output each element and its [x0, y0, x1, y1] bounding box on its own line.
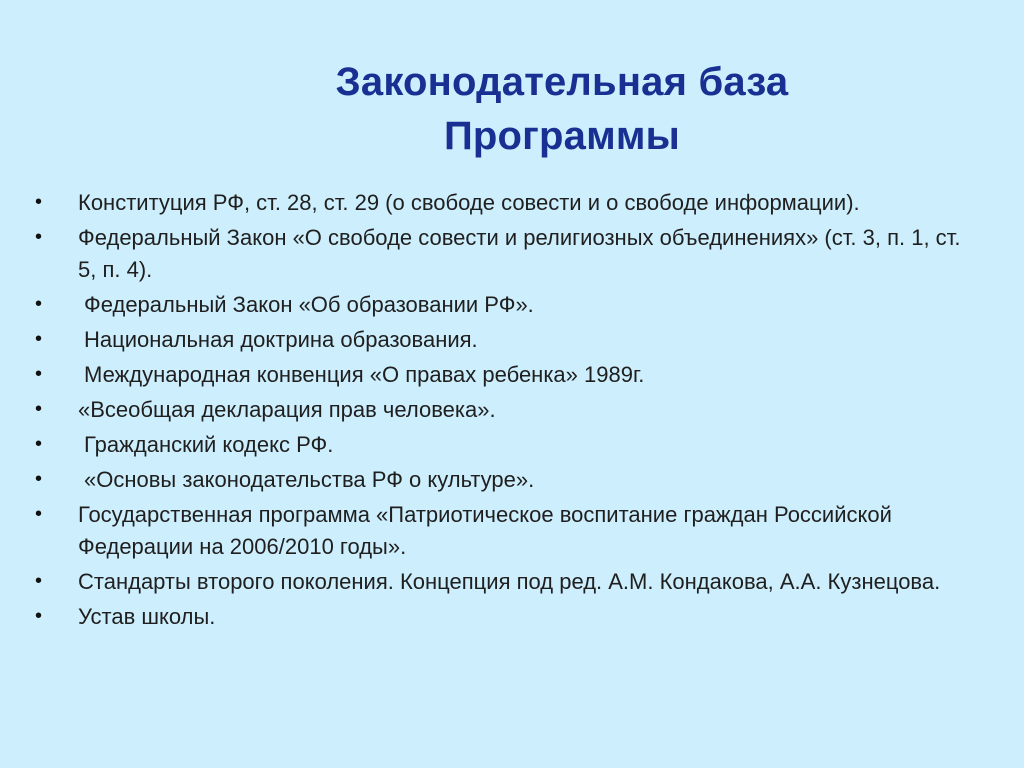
bullet-icon: •	[35, 293, 43, 315]
list-item-text: Устав школы.	[78, 604, 216, 629]
list-item	[35, 187, 975, 219]
bullet-icon: •	[35, 433, 43, 455]
bullet-icon: •	[35, 226, 43, 248]
bullet-icon: •	[35, 363, 43, 385]
title-line-1: Законодательная база	[335, 60, 789, 104]
bullet-icon: •	[35, 191, 43, 213]
list-item-text: «Всеобщая декларация прав человека».	[78, 397, 496, 422]
list-item-text: Национальная доктрина образования.	[84, 327, 478, 352]
list-item-text: Федеральный Закон «О свободе совести и религиозных объединениях» (ст. 3, п. 1, ст. 5, п. 4).	[78, 225, 961, 282]
bullet-icon: •	[35, 398, 43, 420]
list-item	[35, 289, 975, 321]
title-line-2: Программы	[443, 114, 681, 158]
list-item-text: Федеральный Закон «Об образовании РФ».	[84, 292, 534, 317]
list-item	[35, 429, 975, 461]
bullet-icon: •	[35, 503, 43, 525]
bullet-icon: •	[35, 468, 43, 490]
list-item	[35, 359, 975, 391]
list-item	[35, 464, 975, 496]
list-item	[35, 394, 975, 426]
list-item	[35, 566, 975, 598]
legal-basis-list	[35, 187, 975, 636]
list-item	[35, 324, 975, 356]
list-item	[35, 499, 975, 563]
list-item-text: Государственная программа «Патриотическое воспитание граждан Российской Федерации на 2006/2010 годы».	[78, 502, 892, 559]
bullet-icon: •	[35, 605, 43, 627]
page-title	[182, 55, 942, 163]
list-item-text: «Основы законодательства РФ о культуре».	[84, 467, 535, 492]
list-item-text: Международная конвенция «О правах ребенка» 1989г.	[84, 362, 645, 387]
bullet-icon: •	[35, 570, 43, 592]
list-item	[35, 601, 975, 633]
list-item-text: Стандарты второго поколения. Концепция под ред. А.М. Кондакова, А.А. Кузнецова.	[78, 569, 941, 594]
list-item-text: Гражданский кодекс РФ.	[84, 432, 334, 457]
list-item	[35, 222, 975, 286]
bullet-icon: •	[35, 328, 43, 350]
list-item-text: Конституция РФ, ст. 28, ст. 29 (о свободе совести и о свободе информации).	[78, 190, 860, 215]
